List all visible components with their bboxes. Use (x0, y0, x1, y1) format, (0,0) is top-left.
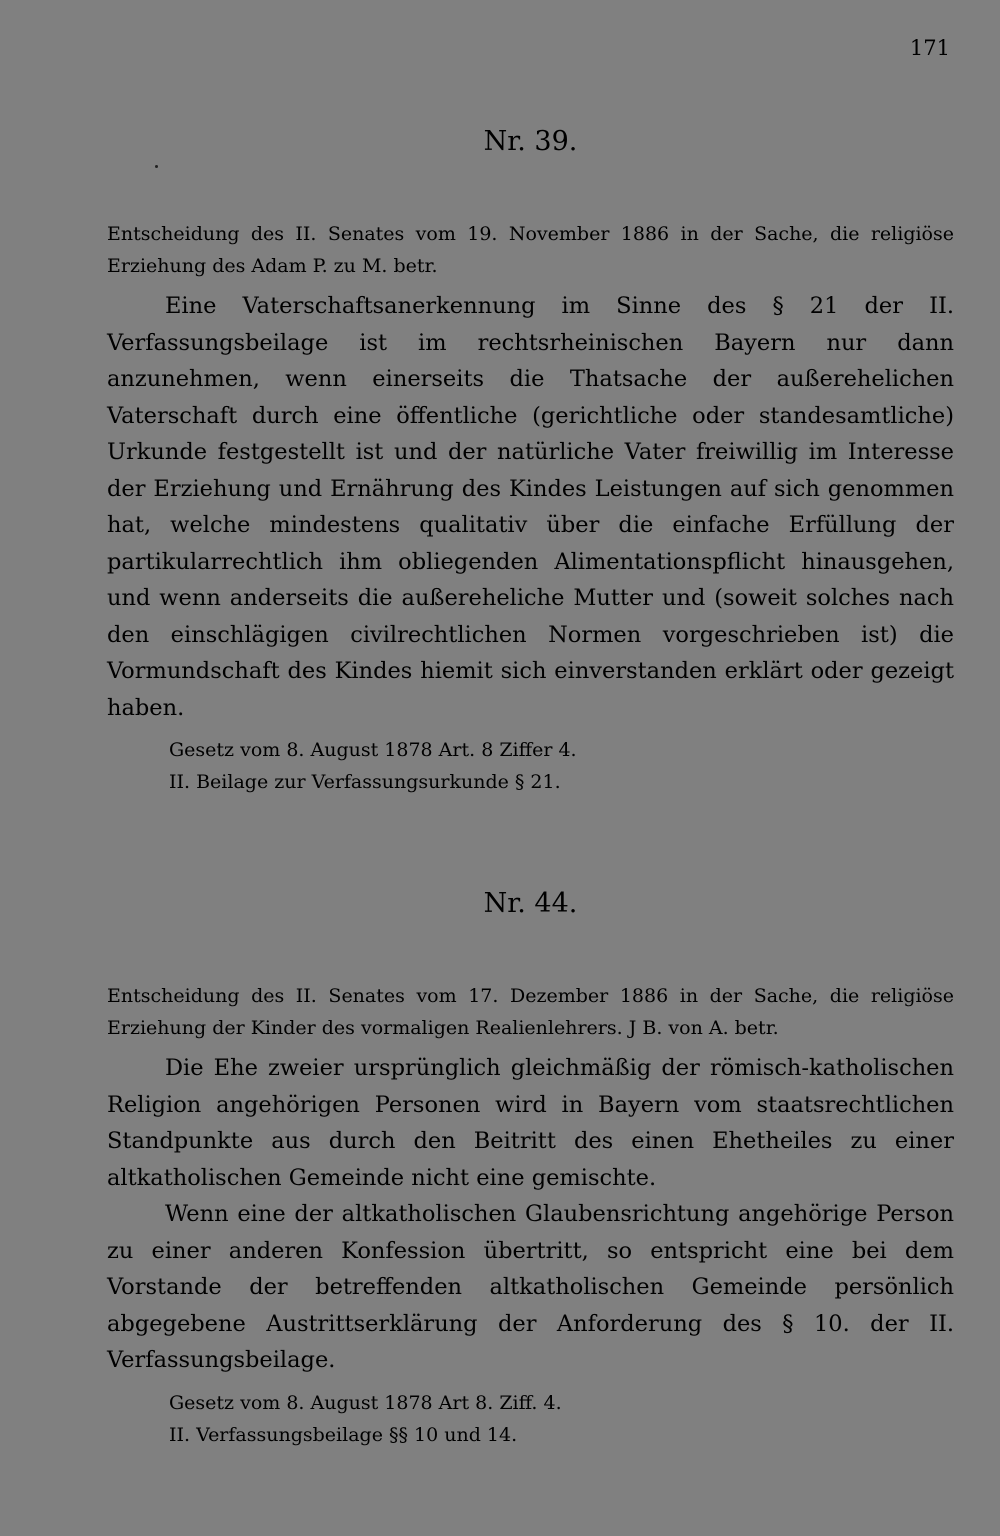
decision-headnote-paragraph: Die Ehe zweier ursprünglich gleichmäßig der römisch-katholischen Religion angehörigen Personen wird in Bayern vom staatsrechtlichen Standpunkte aus durch den Beitritt des einen Ehetheiles zu einer altkatholischen Gemeinde nicht eine gemischte. (107, 1055, 954, 1191)
legal-references (107, 734, 954, 798)
decision-headnote-paragraph: Eine Vaterschaftsanerkennung im Sinne des § 21 der II. Verfassungsbeilage ist im rechtsrheinischen Bayern nur dann anzunehmen, wenn einerseits die Thatsache der außerehelichen Vaterschaft durch eine öffentliche (gerichtliche oder standesamtliche) Urkunde festgestellt ist und der natürliche Vater freiwillig im Interesse der Erziehung und Ernährung des Kindes Leistungen auf sich genommen hat, welche mindestens qualitativ über die einfache Erfüllung der partikularrechtlich ihm obliegenden Alimentationspflicht hinausgehen, und wenn anderseits die außereheliche Mutter und (soweit solches nach den einschlägigen civilrechtlichen Normen vorgeschrieben ist) die Vormundschaft des Kindes hiemit sich einverstanden erklärt oder gezeigt haben. (107, 293, 954, 721)
decision-heading: Nr. 39. (483, 126, 578, 157)
decision-heading: Nr. 44. (483, 888, 578, 919)
legal-reference: Gesetz vom 8. August 1878 Art. 8 Ziffer 4. (169, 739, 577, 761)
legal-references (107, 1387, 954, 1451)
decision-section-39 (107, 118, 954, 798)
legal-reference: II. Verfassungsbeilage §§ 10 und 14. (169, 1423, 518, 1446)
page-number: 171 (909, 36, 950, 60)
legal-reference: II. Beilage zur Verfassungsurkunde § 21. (169, 771, 561, 793)
decision-section-44 (107, 880, 954, 1451)
decision-headnote-paragraph: Wenn eine der altkatholischen Glaubensrichtung angehörige Person zu einer anderen Konfession übertritt, so entspricht eine bei dem Vorstande der betreffenden altkatholischen Gemeinde persönlich abgegebene Austrittserklärung der Anforderung des § 10. der II. Verfassungsbeilage. (107, 1201, 954, 1373)
decision-intro: Entscheidung des II. Senates vom 19. November 1886 in der Sache, die religiöse Erziehung des Adam P. zu M. betr. (107, 223, 954, 277)
decision-intro: Entscheidung des II. Senates vom 17. Dezember 1886 in der Sache, die religiöse Erziehung der Kinder des vormaligen Realienlehrers. J B. von A. betr. (107, 985, 954, 1039)
legal-reference: Gesetz vom 8. August 1878 Art 8. Ziff. 4. (169, 1391, 562, 1414)
